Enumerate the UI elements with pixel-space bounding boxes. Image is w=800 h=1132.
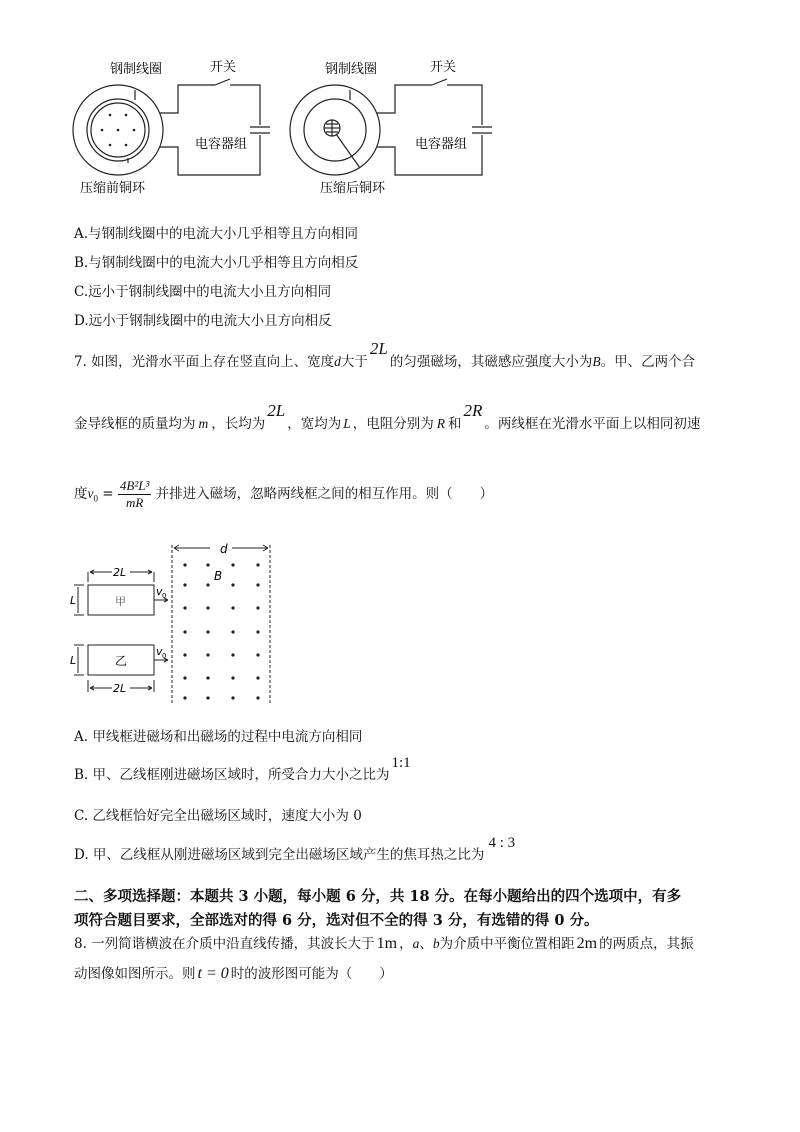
q7-text: 。两线框在光滑水平面上以相同初速 bbox=[484, 416, 701, 432]
label-v0-top-sub: 0 bbox=[162, 592, 167, 600]
value-1m: 1m bbox=[376, 935, 398, 952]
label-v0-bottom: v bbox=[156, 645, 163, 658]
ratio-1-1: 1:1 bbox=[391, 755, 411, 771]
q6-option-b[interactable]: B.与钢制线圈中的电流大小几乎相等且方向相反 bbox=[74, 255, 359, 271]
right-coil-label: 钢制线圈 bbox=[325, 62, 378, 77]
right-switch-label: 开关 bbox=[430, 60, 457, 75]
q6-option-c[interactable]: C.远小于钢制线圈中的电流大小且方向相同 bbox=[74, 284, 332, 300]
v0-fraction bbox=[118, 478, 151, 511]
label-v0-bottom-sub: 0 bbox=[162, 652, 167, 660]
q8-text: 动图像如图所示。则 bbox=[74, 966, 196, 982]
var-2L: 2L bbox=[267, 401, 286, 420]
label-jia: 甲 bbox=[115, 595, 126, 608]
q7-text: ，宽均为 bbox=[287, 416, 342, 432]
q7-option-d[interactable] bbox=[74, 835, 516, 864]
label-2L-bottom: 2L bbox=[113, 682, 127, 695]
section2-heading-line2: 项符合题目要求，全部选对的得 6 分，选对但不全的得 3 分，有选错的得 0 分。 bbox=[74, 912, 599, 929]
var-R: R bbox=[436, 416, 445, 431]
var-v0: v bbox=[87, 486, 94, 501]
q8-text: 为介质中平衡位置相距 bbox=[439, 936, 575, 952]
right-ring-label: 压缩后铜环 bbox=[320, 181, 386, 196]
q7-line2 bbox=[74, 401, 701, 433]
left-coil-label: 钢制线圈 bbox=[110, 62, 163, 77]
q7-option-b[interactable] bbox=[74, 755, 411, 784]
left-capacitor-label: 电容器组 bbox=[195, 137, 248, 152]
q8-text: ， bbox=[399, 936, 413, 952]
label-L-bottom: L bbox=[70, 654, 77, 667]
q8-line2 bbox=[74, 962, 393, 983]
var-b: b bbox=[432, 936, 440, 951]
var-B: B bbox=[592, 354, 601, 369]
value-t0: t = 0 bbox=[197, 965, 229, 982]
q7-text: ，电阻分别为 bbox=[352, 416, 434, 432]
value-2m: 2m bbox=[576, 935, 598, 952]
q8-text: 、 bbox=[419, 936, 433, 952]
q7-text: 和 bbox=[447, 416, 462, 432]
field-dots bbox=[183, 563, 259, 699]
q7-text: 金导线框的质量均为 bbox=[74, 416, 196, 432]
q7-line3 bbox=[74, 478, 493, 511]
fraction-numerator: 4B²L³ bbox=[119, 478, 150, 493]
var-v0-sub: 0 bbox=[93, 493, 98, 504]
option-text: B. 甲、乙线框刚进磁场区域时，所受合力大小之比为 bbox=[74, 767, 390, 783]
ratio-4-3: 4 : 3 bbox=[488, 835, 516, 851]
var-L: L bbox=[343, 416, 351, 431]
q6-left-dots bbox=[101, 114, 136, 147]
q6-right-diagram bbox=[290, 79, 482, 175]
label-B: B bbox=[214, 569, 223, 583]
var-m: m bbox=[198, 416, 209, 431]
right-capacitor-label: 电容器组 bbox=[415, 137, 468, 152]
q8-line1 bbox=[74, 932, 694, 953]
var-2R: 2R bbox=[463, 401, 483, 420]
label-v0-top: v bbox=[156, 585, 163, 598]
q7-option-a[interactable]: A. 甲线框进磁场和出磁场的过程中电流方向相同 bbox=[74, 729, 363, 745]
q7-text: 度 bbox=[74, 486, 88, 502]
section2-heading-line1: 二、多项选择题：本题共 3 小题，每小题 6 分，共 18 分。在每小题给出的四个选项中，有多 bbox=[74, 888, 682, 905]
q6-option-d[interactable]: D.远小于钢制线圈中的电流大小且方向相反 bbox=[74, 313, 332, 329]
q6-figure bbox=[70, 55, 520, 200]
q7-text: 的匀强磁场，其磁感应强度大小为 bbox=[389, 354, 593, 370]
q7-text: ，长均为 bbox=[211, 416, 266, 432]
left-switch-label: 开关 bbox=[210, 60, 237, 75]
label-yi: 乙 bbox=[115, 654, 128, 668]
var-2L: 2L bbox=[369, 339, 388, 358]
q7-text: 并排进入磁场，忽略两线框之间的相互作用。则（ ） bbox=[155, 486, 494, 502]
q8-text: 8. 一列简谐横波在介质中沿直线传播，其波长大于 bbox=[74, 936, 375, 952]
var-a: a bbox=[412, 936, 420, 951]
q7-text: 大于 bbox=[340, 354, 368, 370]
label-d: d bbox=[220, 542, 228, 556]
fraction-denominator: mR bbox=[125, 495, 144, 510]
var-d: d bbox=[334, 354, 341, 369]
q7-text: 。甲、乙两个合 bbox=[600, 354, 696, 370]
q8-text: 的两质点，其振 bbox=[599, 936, 694, 952]
q6-left-diagram bbox=[73, 79, 267, 175]
q7-option-c[interactable]: C. 乙线框恰好完全出磁场区域时，速度大小为 0 bbox=[74, 808, 362, 824]
q7-text: 7. 如图，光滑水平面上存在竖直向上、宽度 bbox=[74, 354, 335, 370]
equals-sign: = bbox=[102, 486, 114, 502]
label-2L-top: 2L bbox=[113, 566, 127, 579]
left-ring-label: 压缩前铜环 bbox=[80, 181, 146, 196]
q7-line1 bbox=[74, 339, 696, 371]
q7-figure bbox=[70, 540, 280, 710]
label-L-top: L bbox=[70, 594, 77, 607]
q8-text: 时的波形图可能为（ ） bbox=[230, 966, 393, 982]
q6-option-a[interactable]: A.与钢制线圈中的电流大小几乎相等且方向相同 bbox=[74, 226, 359, 242]
option-text: D. 甲、乙线框从刚进磁场区域到完全出磁场区域产生的焦耳热之比为 bbox=[74, 847, 485, 863]
